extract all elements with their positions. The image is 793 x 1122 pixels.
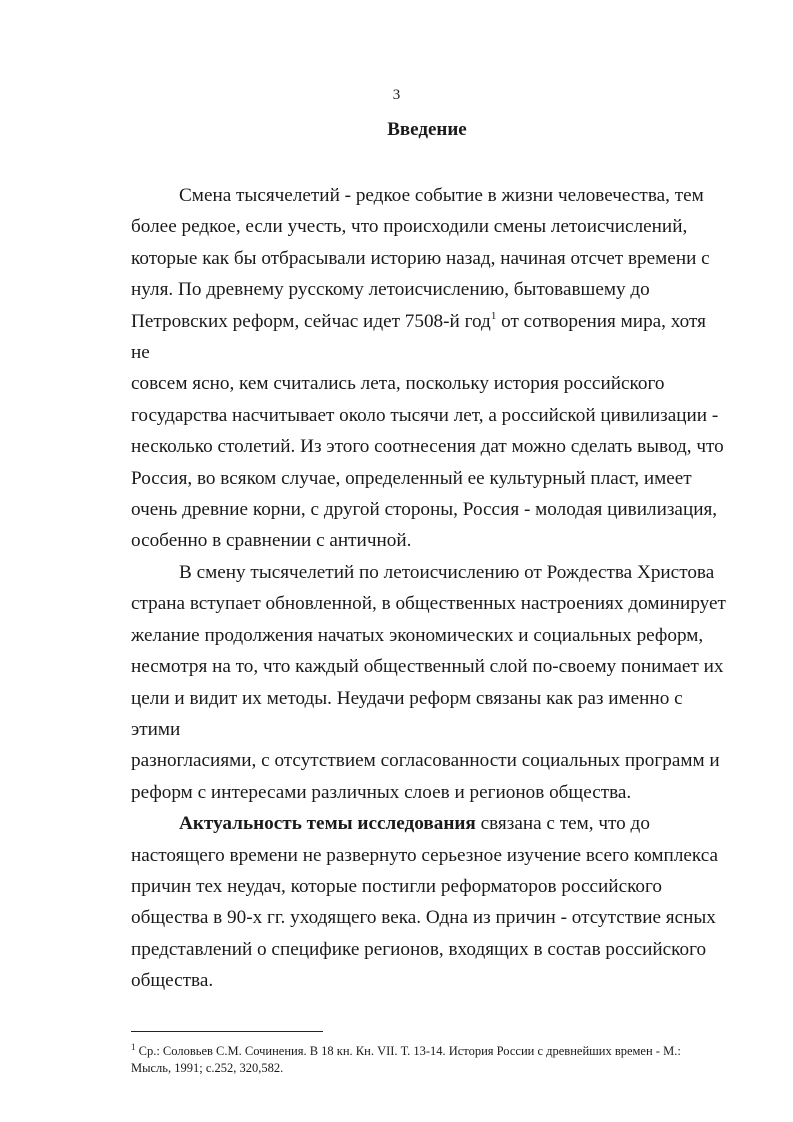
paragraph-line: разногласиями, с отсутствием согласованности социальных программ и	[131, 750, 720, 772]
paragraph-3	[131, 808, 727, 996]
paragraph-line: причин тех неудач, которые постигли реформаторов российского	[131, 875, 663, 897]
footnote	[131, 1043, 731, 1077]
paragraph-line: цели и видит их методы. Неудачи реформ связаны как раз именно с этими	[131, 687, 683, 740]
paragraph-1	[131, 180, 727, 557]
paragraph-line: настоящего времени не развернуто серьезное изучение всего комплекса	[131, 844, 719, 866]
paragraph-line: Смена тысячелетий - редкое событие в жизни человечества, тем	[179, 185, 704, 206]
paragraph-line: нуля. По древнему русскому летоисчислению, бытовавшему до	[131, 279, 650, 301]
line-text: Петровских реформ, сейчас идет 7508-й год	[131, 310, 491, 332]
paragraph-line: реформ с интересами различных слоев и регионов общества.	[131, 781, 632, 803]
paragraph-line: несмотря на то, что каждый общественный слой по-своему понимает их	[131, 656, 724, 678]
page-number: 3	[392, 87, 401, 103]
paragraph-line: Россия, во всяком случае, определенный ее культурный пласт, имеет	[131, 467, 692, 489]
paragraph-line	[131, 306, 727, 369]
body-text	[131, 180, 727, 997]
footnote-text: Ср.: Соловьев С.М. Сочинения. В 18 кн. Кн. VII. Т. 13-14. История России с древнейших времен - М.:	[135, 1044, 681, 1058]
paragraph-line: общества.	[131, 970, 214, 992]
footnote-line	[131, 1043, 731, 1060]
paragraph-line: общества в 90-х гг. уходящего века. Одна из причин - отсутствие ясных	[131, 907, 716, 929]
paragraph-line: совсем ясно, кем считались лета, поскольку история российского	[131, 373, 665, 395]
footnote-divider	[131, 1031, 323, 1032]
paragraph-line: очень древние корни, с другой стороны, Россия - молодая цивилизация,	[131, 499, 718, 521]
paragraph-line: В смену тысячелетий по летоисчислению от Рождества Христова	[179, 561, 715, 583]
footnote-marker: 1	[131, 1042, 136, 1052]
footnote-line: Мысль, 1991; с.252, 320,582.	[131, 1061, 284, 1075]
paragraph-line: страна вступает обновленной, в общественных настроениях доминирует	[131, 593, 726, 615]
paragraph-line: несколько столетий. Из этого соотнесения дат можно сделать вывод, что	[131, 436, 724, 458]
footnote-reference: 1	[490, 309, 497, 322]
paragraph-line	[131, 808, 727, 839]
paragraph-line: которые как бы отбрасывали историю назад, начиная отсчет времени с	[131, 247, 710, 269]
line-text: связана с тем, что до	[475, 813, 650, 835]
bold-lead: Актуальность темы исследования	[179, 813, 476, 835]
paragraph-line: государства насчитывает около тысячи лет, а российской цивилизации -	[131, 404, 719, 426]
paragraph-line: представлений о специфике регионов, входящих в состав российского	[131, 938, 707, 960]
section-heading: Введение	[387, 119, 467, 140]
paragraph-line: особенно в сравнении с античной.	[131, 530, 412, 552]
paragraph-line: более редкое, если учесть, что происходили смены летоисчислений,	[131, 216, 688, 238]
line-text: от сотворения мира, хотя не	[131, 310, 706, 364]
paragraph-2	[131, 557, 727, 808]
paragraph-line: желание продолжения начатых экономических и социальных реформ,	[131, 624, 704, 646]
